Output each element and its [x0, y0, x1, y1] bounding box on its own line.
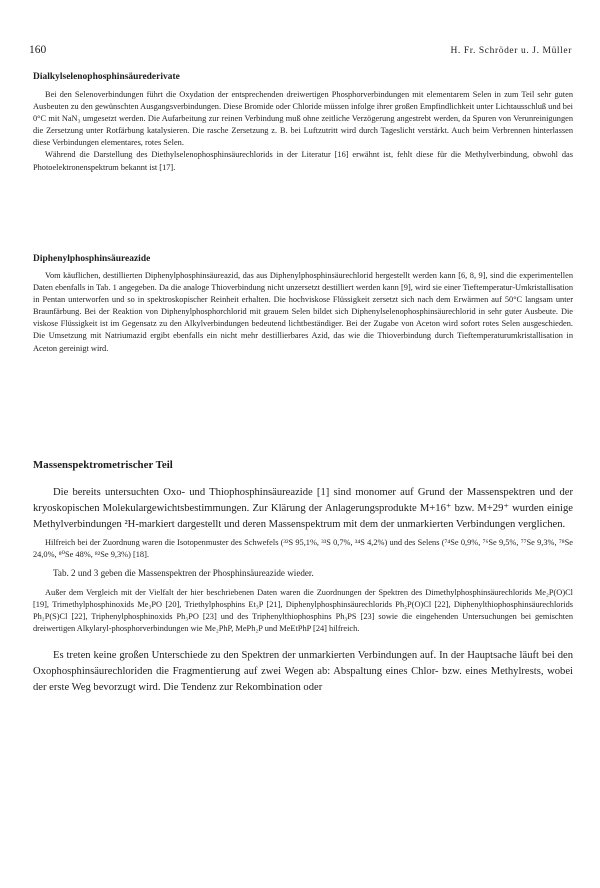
section-heading: Dialkylselenophosphinsäurederivate [33, 72, 180, 82]
section-heading: Massenspektrometrischer Teil [33, 459, 173, 471]
section-heading: Diphenylphosphinsäureazide [33, 254, 151, 264]
running-head-authors: H. Fr. Schröder u. J. Müller [450, 46, 572, 56]
paragraph: Während die Darstellung des Diethylselenophosphinsäurechlorids in der Literatur [16] erwähnt ist, fehlt diese für die Methylverbindung, obwohl das Photoelektronenspektrum bekannt ist [17]. [33, 150, 573, 172]
paragraph: Tab. 2 und 3 geben die Massenspektren der Phosphinsäureazide wieder. [53, 568, 314, 579]
paragraph-isotope-patterns: Hilfreich bei der Zuordnung waren die Isotopenmuster des Schwefels (³²S 95,1%, ³³S 0,7%, ³⁴S 4,2%) und des Selens (⁷⁴Se 0,9%, ⁷⁶Se 9,5%, ⁷⁷Se 9,3%, ⁷⁸Se 24,0%, ⁸⁰Se 48%, ⁸²Se 9,3%) [18]. [33, 538, 573, 560]
section-dialkylselenophosphinsaeure [33, 72, 573, 174]
page-number: 160 [29, 44, 47, 56]
section-massenspektrometrischer-teil [33, 459, 573, 696]
paragraph: Die bereits untersuchten Oxo- und Thiophosphinsäureazide [1] sind monomer auf Grund der Massenspektren und der kryoskopischen Molekulargewichtsbestimmungen. Zur Klärung der Anlagerungsprodukte M+16⁺ bzw. M+29⁺ wurden einige Methylverbindungen ²H-markiert dargestellt und deren Massenspektrum mit dem der unmarkierten Verbindungen verglichen. [33, 487, 573, 530]
paragraph-references: Außer dem Vergleich mit der Vielfalt der hier beschriebenen Daten waren die Zuordnungen der Spektren des Dimethylphosphinsäurechlorids Me₂P(O)Cl [19], Trimethylphosphinoxids Me₃PO [20], Triethylphosphins Et₃P [21], Diphenylphosphinsäurechlorids Ph₂P(O)Cl [22], Diphenylthiophosphinsäurechlorids Ph₂P(S)Cl [22], Triphenylphosphinoxids Ph₃PO [23] und des Triphenylthiophosphins Ph₃PS [23] sowie die eingehenden Untersuchungen bei gemischten dreiwertigen Alkylaryl-phosphorverbindungen wie Me₂PhP, MePh₂P und MeEtPhP [24] hilfreich. [33, 587, 573, 633]
paragraph: Es treten keine großen Unterschiede zu den Spektren der unmarkierten Verbindungen auf. In der Hauptsache läuft bei den Oxophosphinsäurechloriden die Fragmentierung auf zwei Wegen ab: Abspaltung eines Chlor- bzw. eines Methylrests, wobei der erste Weg bevorzugt wird. Die Tendenz zur Rekombination oder [33, 650, 573, 694]
page-header [29, 44, 572, 56]
section-diphenylphosphinsaeureazide [33, 254, 573, 355]
paragraph: Bei den Selenoverbindungen führt die Oxydation der entsprechenden dreiwertigen Phosphorverbindungen mit elementarem Selen in zum Teil sehr guten Ausbeuten zu den gewünschten Ausgangsverbindungen. Diese Bromide oder Chloride müssen infolge ihrer großen Empfindlichkeit unter Lichtausschluß und bei 0°C mit NaN₃ umgesetzt werden. Die Aufarbeitung zur reinen Verbindung muß ohne zeitliche Verzögerung angestrebt werden, da Spuren von Verunreinigungen die Zersetzung unter Rotfärbung katalysieren. Die rasche Zersetzung z. B. bei Luftzutritt wird durch Tageslicht verstärkt. Auch beim Verbrennen hinterlassen diese Verbindungen elementares, rotes Selen. [33, 90, 573, 148]
paragraph: Vom käuflichen, destillierten Diphenylphosphinsäureazid, das aus Diphenylphosphinsäurechlorid hergestellt werden kann [6, 8, 9], sind die experimentellen Daten ebenfalls in Tab. 1 angegeben. Da die analoge Thioverbindung nicht unzersetzt destilliert werden kann [9], wird sie einer Tieftemperatur-Umkristallisation in Pentan unterworfen und so in spektroskopischer Reinheit erhalten. Die hochviskose Flüssigkeit zersetzt sich nach dem Erwärmen auf 50°C langsam unter Braunfärbung. Bei der Reaktion von Diphenylphosphorchlorid mit grauem Selen bildet sich Diphenylselenophosphinsäurechlorid in sehr guter Ausbeute. Die viskose Flüssigkeit ist im Gegensatz zu den Alkylverbindungen bedeutend lichtbeständiger. Bei der Zugabe von Aceton wird sofort rotes Selen ausgeschieden. Die Umsetzung mit Natriumazid ergibt ebenfalls ein nicht mehr destillierbares Azid, das wie die Thioverbindung durch Tieftemperaturumkristallisation in Aceton gereinigt wird. [33, 271, 573, 353]
